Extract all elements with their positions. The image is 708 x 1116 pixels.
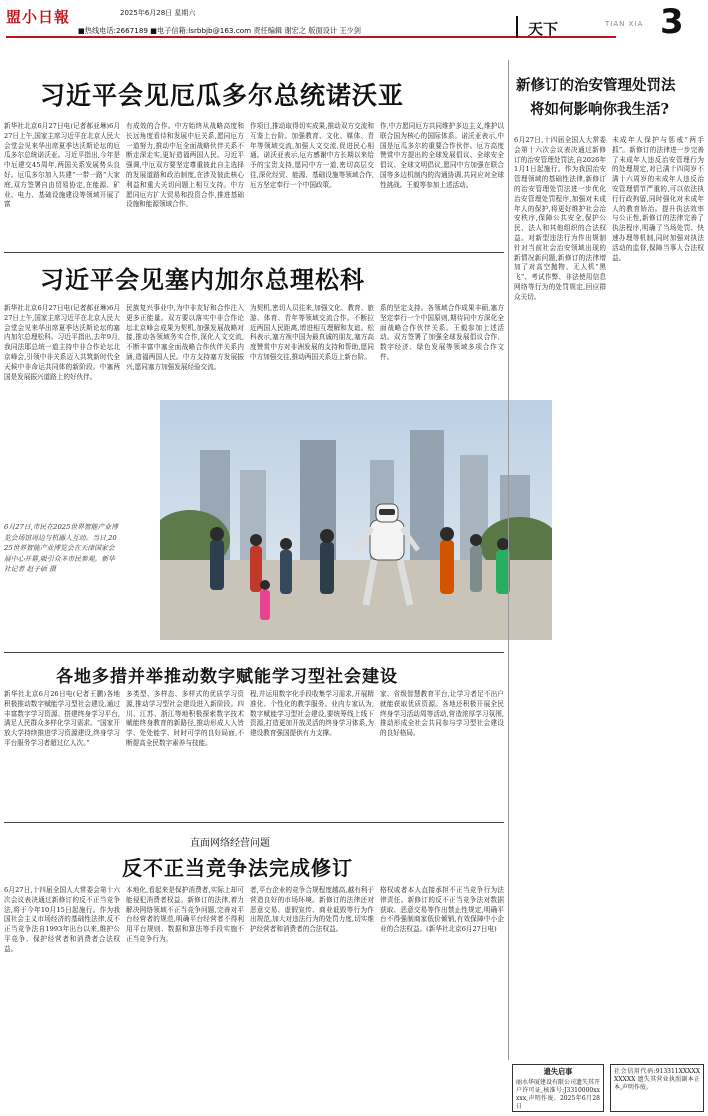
- article4-col3: 者,平台企业的竞争合规程度越高,越有利于营造良好的市场环境。新修订的法律还对恶意交易、虚假宣传、商业诋毁等行为作出规范,加大对违法行为的处罚力度,切实维护经营者和消费者的合法权益。: [250, 886, 374, 934]
- article3-rule: [4, 822, 504, 823]
- newspaper-brand: 盟小日報: [6, 8, 71, 26]
- article1-col3: 作项目,推动取得切实成果,推动双方交流和互鉴上台阶。加强教育、文化、媒体、青年等领域交流,加强人文交流,促进民心相通。诺沃亚表示,厄方感谢中方长期以来给予的宝贵支持,愿同中方一道,密切高层交往,深化经贸、能源、基础设施等领域合作,厄方坚定奉行一个中国政策。: [250, 122, 374, 189]
- article4-kicker: 直面网络经营问题: [190, 838, 270, 849]
- article2-col3: 为契机,密切人员往来,加强文化、教育、旅游、体育、青年等领域交流合作。不断拉近两国人民距离,增进相互理解和友谊。松科表示,塞方视中国为最真诚的朋友,塞方高度赞赏中方对非洲发展的支持和帮助,愿同中方加强交往,推动两国关系迈上新台阶。: [250, 304, 374, 361]
- article4-col4: 格权或者本人直接承担不正当竞争行为法律责任。新修订的反不正当竞争法对数据获取、恶意交易等作出禁止性规定,明确平台不得强制商家低价倾销,有效保障中小企业的合法权益。(新华社北京6月27日电): [380, 886, 504, 934]
- page-number: 3: [660, 2, 684, 42]
- lost-notice-title: 遗失启事: [543, 1067, 573, 1076]
- header-rule: [6, 36, 616, 38]
- photo-caption: 6月27日,市民在2025世界智能产业博览会场馆周边与机器人互动。当日,2025世界智能产业博览会在天津国家会展中心开幕,吸引众多市民参观。新华社记者 赵子硕 摄: [4, 523, 118, 573]
- article3-col2: 多类型、多样态、多样式的优质学习资源,推动学习型社会建设进入新阶段。四川、江苏、浙江等地积极探索数字技术赋能终身教育的新路径,推动形成人人皆学、处处能学、时时可学的良好局面,不断提高全民数字素养与技能。: [126, 690, 244, 747]
- section-label: 天下: [528, 20, 559, 38]
- article1-col1: 新华社北京6月27日电(记者郝亚琳)6月27日上午,国家主席习近平在北京人民大会堂会见来华出席夏季达沃斯论坛的厄瓜多尔总统诺沃亚。习近平指出,今年是中厄建交45周年,两国关系发展势头良好。厄瓜多尔加入共建“一带一路”大家庭,双方签署自由贸易协定,在能源、矿业、电力、基础设施建设等领域开展了富: [4, 122, 120, 209]
- section-pinyin: TIAN XIA: [605, 20, 644, 28]
- article2-col2: 民族复兴事业中,为中非友好和合作注入更多正能量。双方要以落实中非合作论坛北京峰会成果为契机,加强发展战略对接,推动各领域务实合作,深化人文交流,不断丰富中塞全面战略合作伙伴关系内涵,造福两国人民。中方支持塞方发展振兴,愿同塞方加强发展经验交流。: [126, 304, 244, 371]
- article3-title: 各地多措并举推动数字赋能学习型社会建设: [56, 667, 398, 687]
- article1-title: 习近平会见厄瓜多尔总统诺沃亚: [40, 81, 405, 110]
- license-notice-box: [610, 1064, 704, 1112]
- section-divider: [516, 16, 518, 38]
- sidebar-col1: 6月27日,十四届全国人大常委会第十六次会议表决通过新修订的治安管理处罚法,自2026年1月1日起施行。作为我国治安管理领域的基础性法律,新修订的治安管理处罚法进一步优化治安管理处罚程序,加强对未成年人的保护,将更好维护社会治安秩序,保障公共安全,保护公民、法人和其他组织的合法权益。对新型违法行为作出规制针对当前社会治安领域出现的新情况新问题,新修订的法律增加了对高空抛物、无人机“黑飞”、考试作弊、非法使用信息网络等行为的处罚规定,回应群众关切。: [514, 136, 606, 301]
- lost-notice-box: [512, 1064, 604, 1112]
- article2-col4: 系的坚定支持。各领域合作成果丰硕,塞方坚定奉行一个中国原则,期待同中方深化全面战略合作伙伴关系。王毅参加上述活动。双方签署了加强全球发展倡议合作、数字经济、绿色发展等领域多项合作文件。: [380, 304, 504, 361]
- article2-col1: 新华社北京6月27日电(记者郝亚琳)6月27日上午,国家主席习近平在北京人民大会堂会见来华出席夏季达沃斯论坛的塞内加尔总理松科。习近平指出,去年9月,我同法耶总统一道主持中非合作论坛北京峰会,引领中非关系迈入共筑新时代全天候中非命运共同体的新阶段。中塞两国是发展振兴道路上的好伙伴。: [4, 304, 120, 381]
- lost-notice-text: 丽水华厦建设有限公司遗失其开户许可证,核准号:J3310000xxxxx,声明作废。2025年6月28日: [516, 1079, 601, 1110]
- article4-title: 反不正当竞争法完成修订: [122, 856, 353, 880]
- article4-col2: 本地化,看起来是保护消费者,实际上却可能侵犯消费者权益。新修订的法律,着力解决网络领域不正当竞争问题,完善对平台经营者的规范,明确平台经营者不得利用平台规则、数据和算法等手段实施不正当竞争行为。: [126, 886, 244, 943]
- contact-info: ■热线电话:2667189 ■电子信箱:lsrbbjb@163.com 责任编辑 谢宏之 版面设计 王少剑: [78, 26, 361, 35]
- news-photo-robot-expo: [160, 400, 552, 640]
- article2-rule: [4, 652, 504, 653]
- article1-col2: 有成效的合作。中方始终从战略高度和长远角度看待和发展中厄关系,愿同厄方一道努力,推动中厄全面战略伙伴关系不断走深走实,更好造福两国人民。习近平强调,中厄双方要坚定尊重彼此自主选择的发展道路和政治制度,在涉及彼此核心利益和重大关切问题上相互支持。中方愿同厄方扩大贸易和投资合作,推进基础设施和能源领域合作。: [126, 122, 244, 209]
- article4-col1: 6月27日,十四届全国人大常委会第十六次会议表决通过新修订的反不正当竞争法,将于今年10月15日起施行。作为我国社会主义市场经济的基础性法律,反不正当竞争法自1993年出台以来,维护公平竞争、保护经营者和消费者合法权益。: [4, 886, 120, 953]
- sidebar-col2: 未成年人保护与惩戒“两手抓”。新修订的法律进一步完善了未成年人违反治安管理行为的处理规定,对已满十四周岁不满十六周岁的未成年人违反治安管理情节严重的,可以依法执行行政拘留,同时强化对未成年人的教育矫治。提升执法效率与公正性,新修订的法律完善了执法程序,明确了当场处罚、快速办理等机制,同时加强对执法活动的监督,保障当事人合法权益。: [612, 136, 704, 262]
- article1-rule: [4, 252, 504, 253]
- article2-title: 习近平会见塞内加尔总理松科: [40, 265, 365, 294]
- article3-col3: 程,并运用数字化手段收集学习需求,开展精准化、个性化的教学服务。业内专家认为,数字赋能学习型社会建设,要统筹线上线下资源,打造更加开放灵活的终身学习体系,为建设教育强国提供有力支撑。: [250, 690, 374, 738]
- sidebar-title-line2: 将如何影响你我生活?: [530, 101, 669, 118]
- article1-col4: 作,中方愿同厄方共同维护多边主义,维护以联合国为核心的国际体系。诺沃亚表示,中国是厄瓜多尔的重要合作伙伴。厄方高度赞赏中方提出的全球发展倡议、全球安全倡议、全球文明倡议,愿同中方加强在联合国等多边机制内的沟通协调,共同应对全球性挑战。王毅等参加上述活动。: [380, 122, 504, 189]
- license-notice-text: 社会信用代码:913311XXXXXXXXXX 遗失其营业执照副本正本,声明作废。: [614, 1068, 700, 1091]
- issue-date: 2025年6月28日 星期六: [120, 9, 196, 17]
- sidebar-divider: [508, 60, 509, 1060]
- sidebar-title-line1: 新修订的治安管理处罚法: [516, 77, 676, 94]
- article3-col4: 家、省级智慧教育平台,让学习者足不出户就能获取优质资源。各地还积极开展全民终身学习活动周等活动,营造浓厚学习氛围,推动形成全社会共同参与学习型社会建设的良好格局。: [380, 690, 504, 738]
- article3-col1: 新华社北京6月26日电(记者王鹏)各地积极推动数字赋能学习型社会建设,通过丰富数字学习资源、搭建终身学习平台,满足人民群众多样化学习需求。“国家开放大学持续推进学习资源建设,终身学习平台服务学习者超过亿人次。”: [4, 690, 120, 747]
